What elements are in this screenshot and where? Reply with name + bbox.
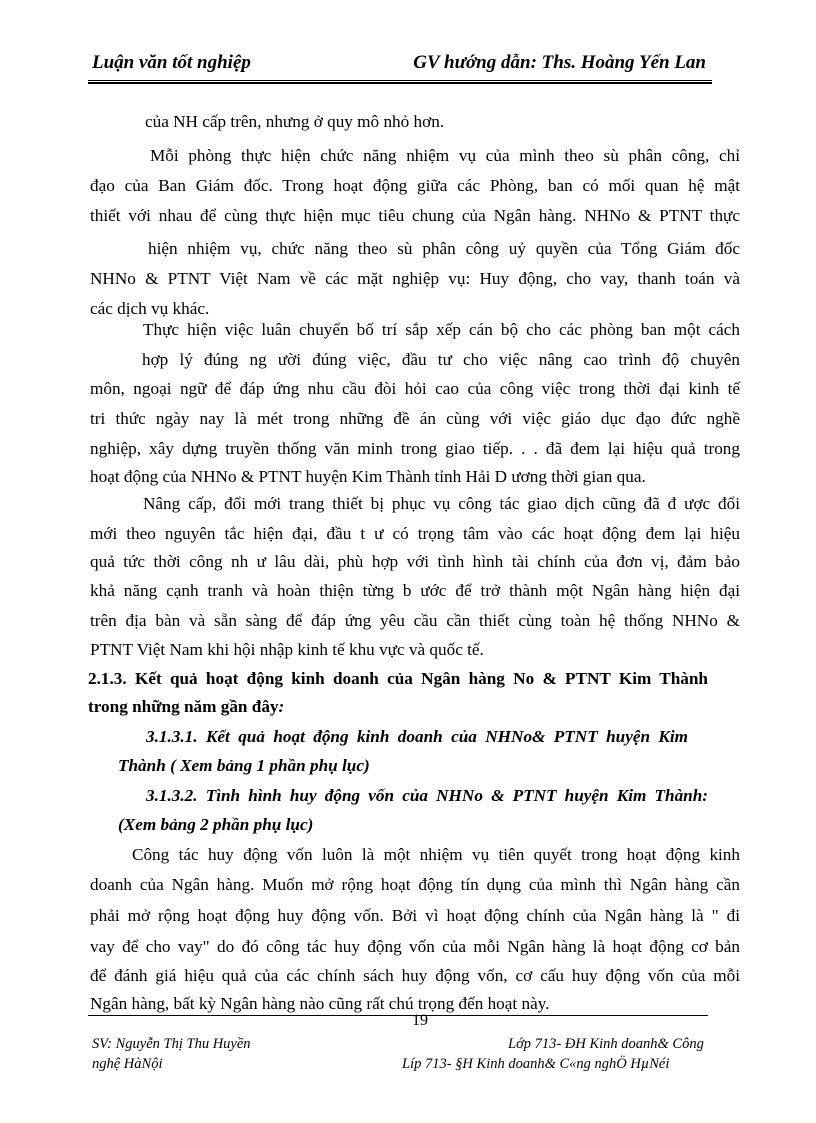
text-line: môn, ngoại ngữ để đáp ứng nhu cầu đòi hỏi cao của công việc trong thời đại kinh tế (90, 379, 740, 398)
text-line: của NH cấp trên, nhưng ở quy mô nhỏ hơn. (145, 112, 445, 131)
text-line: nghiệp, xây dựng truyền thống văn minh trong giao tiếp. . . đã đem lại hiệu quả trong (90, 439, 740, 458)
text-line: quả tức thời công nh ư lâu dài, phù hợp với tình hình tài chính của đơn vị, đảm bảo (90, 552, 740, 571)
text-line: Ngân hàng, bất kỳ Ngân hàng nào cũng rất chú trọng đến hoạt này. (90, 994, 550, 1013)
section-heading-cont (88, 697, 284, 717)
section-heading-colon: : (278, 697, 285, 716)
text-line: đạo của Ban Giám đốc. Trong hoạt động giữa các Phòng, ban có mối quan hệ mật (90, 176, 740, 195)
text-line: các dịch vụ khác. (90, 299, 210, 318)
header-supervisor: GV hướng dẫn: Ths. Hoàng Yến Lan (413, 52, 706, 73)
text-line: NHNo & PTNT Việt Nam về các mặt nghiệp vụ: Huy động, cho vay, thanh toán và (90, 269, 740, 288)
text-line: thiết với nhau để cùng thực hiện mục tiêu chung của Ngân hàng. NHNo & PTNT thực (90, 206, 740, 225)
text-line: doanh của Ngân hàng. Muốn mở rộng hoạt động tín dụng của mình thì Ngân hàng cần (90, 875, 740, 894)
subsection-heading-cont: Thành ( Xem bảng 1 phần phụ lục) (118, 756, 370, 775)
footer-class: Lớp 713- ĐH Kinh doanh& Công (508, 1036, 704, 1052)
page-header (90, 50, 706, 80)
text-line: để đánh giá hiệu quả của các chính sách huy động vốn, cơ cấu huy động vốn của mỗi (90, 966, 740, 985)
text-line: Thực hiện việc luân chuyển bố trí sắp xếp cán bộ cho các phòng ban một cách (143, 320, 740, 339)
text-line: Công tác huy động vốn luôn là một nhiệm vụ tiên quyết trong hoạt động kinh (132, 845, 740, 864)
header-rule (88, 80, 712, 84)
footer-class-wrap: nghệ HàNội (92, 1056, 163, 1072)
text-line: hiện nhiệm vụ, chức năng theo sù phân công uỷ quyền của Tổng Giám đốc (148, 239, 740, 258)
page-number: 19 (412, 1012, 428, 1029)
footer-class-garbled: Líp 713- §H Kinh doanh& C«ng nghÖ HµNéi (402, 1056, 670, 1072)
text-line: khả năng cạnh tranh và hoàn thiện từng b ước để trở thành một Ngân hàng hiện đại (90, 581, 740, 600)
text-line: hợp lý đúng ng ười đúng việc, đầu tư cho việc nâng cao trình độ chuyên (142, 350, 740, 369)
text-line: Nâng cấp, đổi mới trang thiết bị phục vụ công tác giao dịch cũng đã đ ược đổi (143, 494, 740, 513)
text-line: mới theo nguyên tắc hiện đại, đầu t ư có trọng tâm vào các hoạt động đem lại hiệu (90, 524, 740, 543)
section-heading-text: trong những năm gần đây (88, 697, 279, 716)
subsection-heading: 3.1.3.1. Kết quả hoạt động kinh doanh của NHNo& PTNT huyện Kim (146, 727, 688, 746)
text-line: PTNT Việt Nam khi hội nhập kinh tế khu vực và quốc tế. (90, 640, 484, 659)
text-line: trên địa bàn và sẵn sàng để đáp ứng yêu cầu cần thiết cùng toàn hệ thống NHNo & (90, 611, 740, 630)
text-line: tri thức ngày nay là mét trong những đề án cùng với việc giáo dục đạo đức nghề (90, 409, 740, 428)
footer-student-name: SV: Nguyễn Thị Thu Huyền (92, 1036, 251, 1052)
subsection-heading: 3.1.3.2. Tình hình huy động vốn của NHNo & PTNT huyện Kim Thành: (146, 786, 708, 805)
text-line: hoạt động của NHNo & PTNT huyện Kim Thành tỉnh Hải D ương thời gian qua. (90, 467, 646, 486)
text-line: phải mở rộng hoạt động huy động vốn. Bởi vì hoạt động chính của Ngân hàng là " đi (90, 906, 740, 925)
text-line: vay để cho vay" do đó công tác huy động vốn của mỗi Ngân hàng là hoạt động cơ bản (90, 937, 740, 956)
text-line: Mỗi phòng thực hiện chức năng nhiệm vụ của mình theo sù phân công, chỉ (150, 146, 740, 165)
subsection-heading-cont: (Xem bảng 2 phần phụ lục) (118, 815, 314, 834)
header-thesis-title: Luận văn tốt nghiệp (92, 52, 251, 73)
section-heading: 2.1.3. Kết quả hoạt động kinh doanh của Ngân hàng No & PTNT Kim Thành (88, 669, 708, 688)
